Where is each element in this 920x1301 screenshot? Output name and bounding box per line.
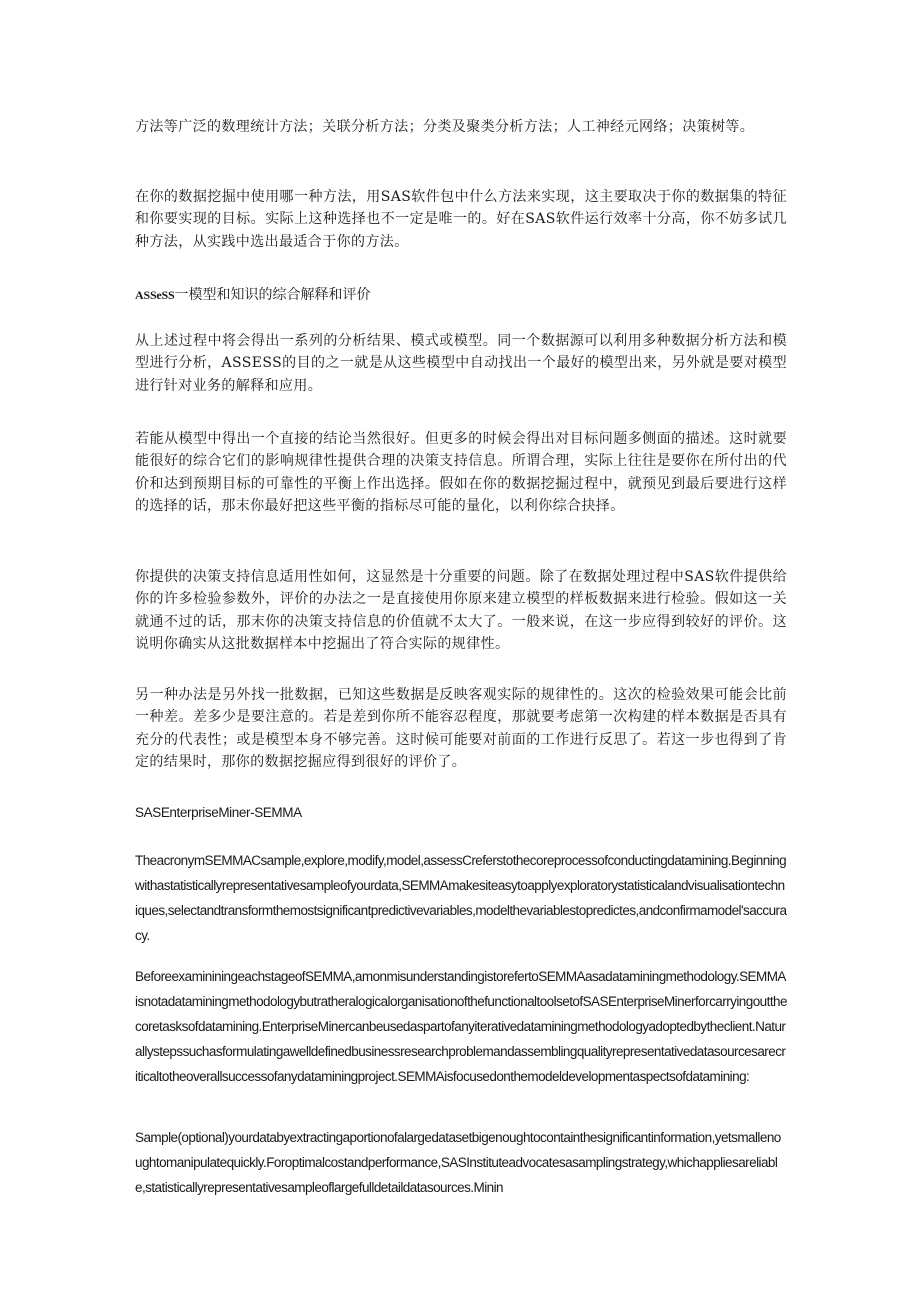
paragraph-methods-list: 方法等广泛的数理统计方法；关联分析方法；分类及聚类分析方法；人工神经元网络；决策树等。 [135, 119, 755, 135]
paragraph-conclusions: 若能从模型中得出一个直接的结论当然很好。但更多的时候会得出对目标问题多侧面的描述。这时就要能很好的综合它们的影响规律性提供合理的决策支持信息。所谓合理，实际上往往是要你在所付出的代价和达到预期目标的可靠性的平衡上作出选择。假如在你的数据挖掘过程中，就预见到最后要进行这样的选择的话，那末你最好把这些平衡的指标尽可能的量化，以利你综合抉择。 [135, 431, 787, 515]
sas-semma-heading: SASEnterpriseMiner-SEMMA [135, 805, 302, 820]
paragraph-method-choice: 在你的数据挖掘中使用哪一种方法，用SAS软件包中什么方法来实现，这主要取决于你的数据集的特征和你要实现的目标。实际上这种选择也不一定是唯一的。好在SAS软件运行效率十分高，你不妨多试几种方法，从实践中选出最适合于你的方法。 [135, 189, 787, 250]
paragraph-second-validation: 另一种办法是另外找一批数据，已知这些数据是反映客观实际的规律性的。这次的检验效果可能会比前一种差。差多少是要注意的。若是差到你所不能容忍程度，那就要考虑第一次构建的样本数据是否具有充分的代表性；或是模型本身不够完善。这时候可能要对前面的工作进行反思了。若这一步也得到了肯定的结果时，那你的数据挖掘应得到很好的评价了。 [135, 687, 787, 771]
assess-heading-prefix: ASSeSS [135, 288, 175, 302]
paragraph-semma-methodology: BeforeexamininingeachstageofSEMMA,amonmisunderstandingistorefertoSEMMAasadataminingmethodology.SEMMAisnotadataminingmethodologybutratheralogicalorganisationofthefunctionaltoolsetofSASEnterpriseMinerforcarryingoutthecoretasksofdatamining.EnterpriseMinercanbeusedaspartofanyiterativedataminingmethodologyadoptedbytheclient.Naturallystepssuchasformulatingawelldefinedbusinessresearchproblemandassemblingqualityrepresentativedatasourcesarecriticaltotheoverallsuccessofanydataminingproject.SEMMAisfocusedonthemodeldevelopmentaspectsofdatamining: [135, 969, 787, 1084]
paragraph-assess-results: 从上述过程中将会得出一系列的分析结果、模式或模型。同一个数据源可以利用多种数据分析方法和模型进行分析，ASSESS的目的之一就是从这些模型中自动找出一个最好的模型出来，另外就是要对模型进行针对业务的解释和应用。 [135, 333, 787, 394]
assess-heading-text: 一模型和知识的综合解释和评价 [174, 287, 371, 303]
paragraph-semma-sample: Sample(optional)yourdatabyextractingaportionofalargedatasetbigenoughtocontainthesignificantinformation,yetsmallenoughtomanipulatequickly.Foroptimalcostandperformance,SASInstituteadvocatesasamplingstrategy,whichappliesareliable,statisticallyrepresentativesampleoflargefulldetaildatasources.Minin [135, 1130, 781, 1195]
assess-heading [135, 284, 371, 306]
paragraph-semma-acronym: TheacronymSEMMACsample,explore,modify,model,assessCreferstothecoreprocessofconductingdatamining.Beginningwithastatisticallyrepresentativesampleofyourdata,SEMMAmakesiteasytoapplyexploratorystatisticalandvisualisationtechniques,selectandtransformthemostsignificantpredictivevariables,modelthevariablestopredictes,andconfirmamodel'saccuracy. [135, 853, 787, 943]
paragraph-decision-support: 你提供的决策支持信息适用性如何，这显然是十分重要的问题。除了在数据处理过程中SAS软件提供给你的许多检验参数外，评价的办法之一是直接使用你原来建立模型的样板数据来进行检验。假如这一关就通不过的话，那末你的决策支持信息的价值就不太大了。一般来说，在这一步应得到较好的评价。这说明你确实从这批数据样本中挖掘出了符合实际的规律性。 [135, 569, 787, 653]
